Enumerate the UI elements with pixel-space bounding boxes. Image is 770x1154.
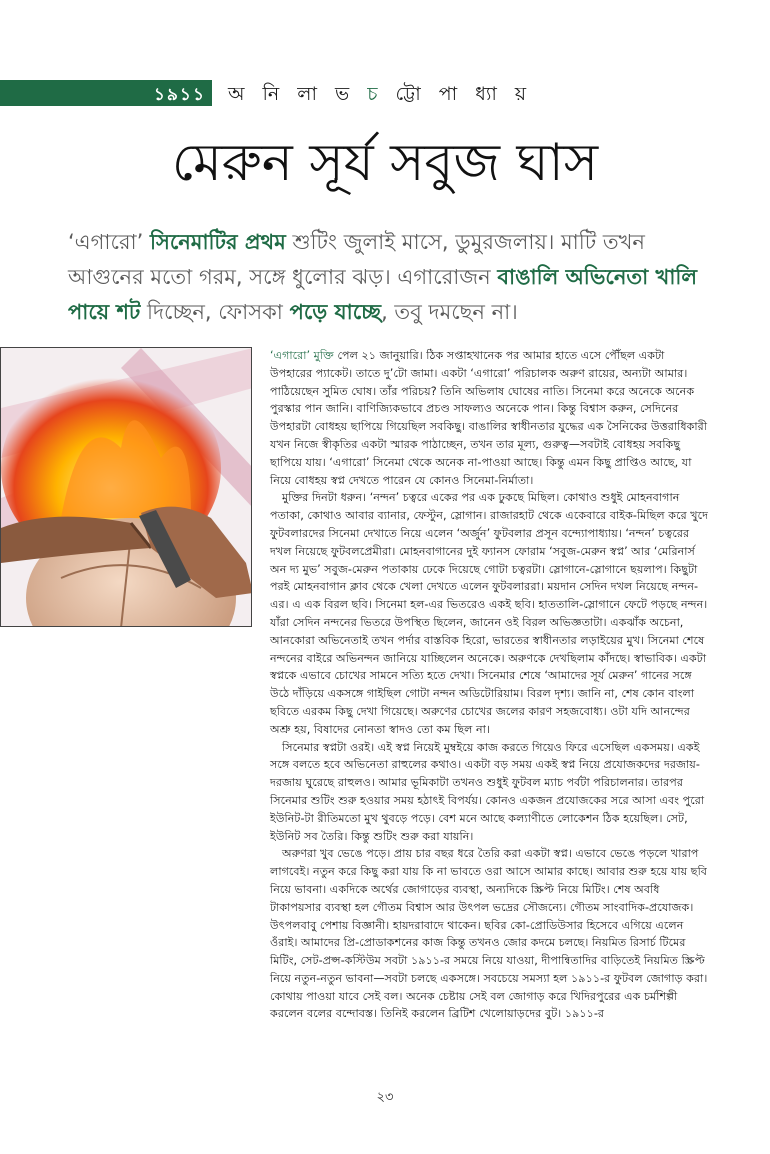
header-bar [0, 80, 212, 106]
intro-text-3: দিচ্ছেন, ফোসকা [140, 300, 290, 324]
intro-text-1: ‘এগারো’ [68, 230, 150, 254]
year-label: ১৯১১ [153, 85, 206, 105]
article-title: মেরুন সূর্য সবুজ ঘাস [171, 133, 599, 193]
body-paragraph-2: মুক্তির দিনটা ধরুন। ‘নন্দন’ চত্বরে একের পর এক ঢুকছে মিছিল। কোথাও শুধুই মোহনবাগান পতাকা, কোথাও আবার ব্যানার, ফেস্টুন, স্লোগান। রাজারহাট থেকে একেবারে বাইক-মিছিল করে খুদে ফুটবলারদের সিনেমা দেখাতে নিয়ে এলেন ‘অর্জুন’ ফুটবলার প্রসূন বন্দ্যোপাধ্যায়। ‘নন্দন’ চত্বরের দখল নিয়েছে ফুটবলপ্রেমীরা। মোহনবাগানের দুই ফ্যানস ফোরাম ‘সবুজ-মেরুন স্বপ্ন’ আর ‘মেরিনার্স অন দ্য মুভ’ সবুজ-মেরুন পতাকায় ঢেকে দিয়েছে গোটা চত্বরটা। স্লোগানে-স্লোগানে ছয়লাপ। কিছুটা পরই মোহনবাগান ক্লাব থেকে খেলা দেখতে এলেন ফুটবলাররা। ময়দান সেদিন দখল নিয়েছে নন্দন-এর। এ এক বিরল ছবি। সিনেমা হল-এর ভিতরেও একই ছবি। হাততালি-স্লোগানে ফেটে পড়ছে নন্দন। যাঁরা সেদিন নন্দনের ভিতরে উপস্থিত ছিলেন, জানেন ওই বিরল অভিজ্ঞতাটা। একঝাঁক অচেনা, আনকোরা অভিনেতাই তখন পর্দার বাস্তবিক হিরো, ভারতের স্বাধীনতার লড়াইয়ের মুখ। সিনেমা শেষে নন্দনের বাইরে অভিনন্দন জানিয়ে যাচ্ছিলেন অনেকে। অরুণকে দেখছিলাম কাঁদছে। স্বাভাবিক। একটা স্বপ্নকে এভাবে চোখের সামনে সত্যি হতে দেখা। সিনেমার শেষে ‘আমাদের সূর্য মেরুন’ গানের সঙ্গে উঠে দাঁড়িয়ে একসঙ্গে গাইছিল গোটা নন্দন অডিটোরিয়াম। বিরল দৃশ্য। জানি না, শেষ কোন বাংলা ছবিতে এরকম কিছু দেখা গিয়েছে। অরুণের চোখের জলের কারণ সহজবোধ্য। ওটা যদি আনন্দের অশ্রু হয়, বিষাদের নোনতা স্বাদও তো কম ছিল না। [270, 491, 709, 736]
body-paragraph-1 [270, 347, 710, 489]
body-paragraph-4: অরুণরা খুব ভেঙে পড়ে। প্রায় চার বছর ধরে তৈরি করা একটা স্বপ্ন। এভাবে ভেঙে পড়লে খারাপ লাগবেই। নতুন করে কিছু করা যায় কি না ভাবতে ওরা আসে আমার কাছে। আবার শুরু হয়ে যায় ছবি নিয়ে ভাবনা। একদিকে অর্থের জোগাড়ের ব্যবস্থা, অন্যদিকে স্ক্রিপ্ট নিয়ে মিটিং। শেষ অবধি টাকাপয়সার ব্যবস্থা হল গৌতম বিশ্বাস আর উৎপল ভদ্রের সৌজন্যে। গৌতম সাংবাদিক-প্রযোজক। উৎপলবাবু পেশায় বিজ্ঞানী। হায়দরাবাদে থাকেন। ছবির কো-প্রোডিউসার হিসেবে এগিয়ে এলেন ওঁরাই। আমাদের প্রি-প্রোডাকশনের কাজ কিন্তু তখনও জোর কদমে চলছে। নিয়মিত রিসার্চ টিমের মিটিং, সেট-প্রপ্স-কস্টিউম সবটা ১৯১১-র সময়ে নিয়ে যাওয়া, দীপান্বিতাদির বাড়িতেই নিয়মিত স্ক্রিপ্ট নিয়ে নতুন-নতুন ভাবনা—সবটা চলছে একসঙ্গে। সবচেয়ে সমস্যা হল ১৯১১-র ফুটবল জোগাড় করা। কোথায় পাওয়া যাবে সেই বল। অনেক চেষ্টায় সেই বল জোগাড় করে খিদিরপুরের এক চর্মশিল্পী করলেন বলের বন্দোবস্ত। তিনিই করলেন ব্রিটিশ খেলোয়াড়দের বুট। ১৯১১-র [270, 847, 708, 1021]
author-part-3: ট্টো পা ধ্যা য় [383, 83, 533, 105]
intro-emphasis-2: বাঙালি অভিনেতা খালি পায়ে শট [68, 265, 698, 324]
intro-emphasis-1: সিনেমাটির প্রথম [149, 230, 286, 254]
body-lead: ‘এগারো’ মুক্তি [270, 349, 334, 362]
article-body [270, 347, 710, 1023]
intro-text-4: , তবু দমছেন না। [381, 300, 518, 324]
intro-text-2: শুটিং জুলাই মাসে, ডুমুরজলায়। মাটি তখন আগুনের মতো গরম, সঙ্গে ধুলোর ঝড়। এগারোজন [68, 230, 645, 289]
photo-illustration [1, 348, 252, 627]
author-name [228, 80, 532, 112]
author-part-2: চ [367, 83, 384, 105]
author-part-1: অ নি লা ভ [228, 83, 368, 105]
intro-paragraph [68, 225, 718, 330]
page-number: ২৩ [376, 1090, 394, 1105]
intro-emphasis-3: পড়ে যাচ্ছে [289, 300, 382, 324]
football-fire-photo [0, 347, 252, 627]
body-paragraph-3: সিনেমার স্বপ্নটা ওরই। এই স্বপ্ন নিয়েই মুম্বইয়ে কাজ করতে গিয়েও ফিরে এসেছিল একসময়। একই সঙ্গে বলতে হবে অভিনেতা রাহুলের কথাও। একটা বড় সময় একই স্বপ্ন নিয়ে প্রযোজকদের দরজায়-দরজায় ঘুরেছে রাহুলও। আমার ভূমিকাটা তখনও শুধুই ফুটবল ম্যাচ পর্বটা পরিচালনার। তারপর সিনেমার শুটিং শুরু হওয়ার সময় হঠাৎই বিপর্যয়। কোনও একজন প্রযোজকের সরে আসা এবং পুরো ইউনিট-টা রীতিমতো মুখ থুবড়ে পড়ে। বেশ মনে আছে কল্যাণীতে লোকেশন ঠিক হয়েছিল। সেট, ইউনিট সব তৈরি। কিন্তু শুটিং শুরু করা যায়নি। [270, 740, 705, 843]
body-paragraph-1-text: পেল ২১ জানুয়ারি। ঠিক সপ্তাহখানেক পর আমার হাতে এসে পৌঁছল একটা উপহারের প্যাকেট। তাতে দু’টো জামা। একটা ‘এগারো’ পরিচালক অরুণ রায়ের, অন্যটা আমার। পাঠিয়েছেন সুমিত ঘোষ। তাঁর পরিচয়? তিনি অভিলাষ ঘোষের নাতি। সিনেমা করে অনেকে অনেক পুরস্কার পান জানি। বাণিজ্যিকভাবে প্রচণ্ড সাফল্যও অনেকে পান। কিন্তু বিশ্বাস করুন, সেদিনের উপহারটা বোধহয় ছাপিয়ে গিয়েছিল সবকিছু। বাঙালির স্বাধীনতার যুদ্ধের এক সৈনিকের উত্তরাধিকারী যখন নিজে স্বীকৃতির একটা স্মারক পাঠাচ্ছেন, তখন তার মূল্য, গুরুত্ব—সবটাই বোধহয় সবকিছু ছাপিয়ে যায়। ‘এগারো’ সিনেমা থেকে অনেক না-পাওয়া আছে। কিন্তু এমন কিছু প্রাপ্তিও আছে, যা নিয়ে বোধহয় স্বপ্ন দেখতে পারেন যে কোনও সিনেমা-নির্মাতা। [270, 349, 708, 487]
